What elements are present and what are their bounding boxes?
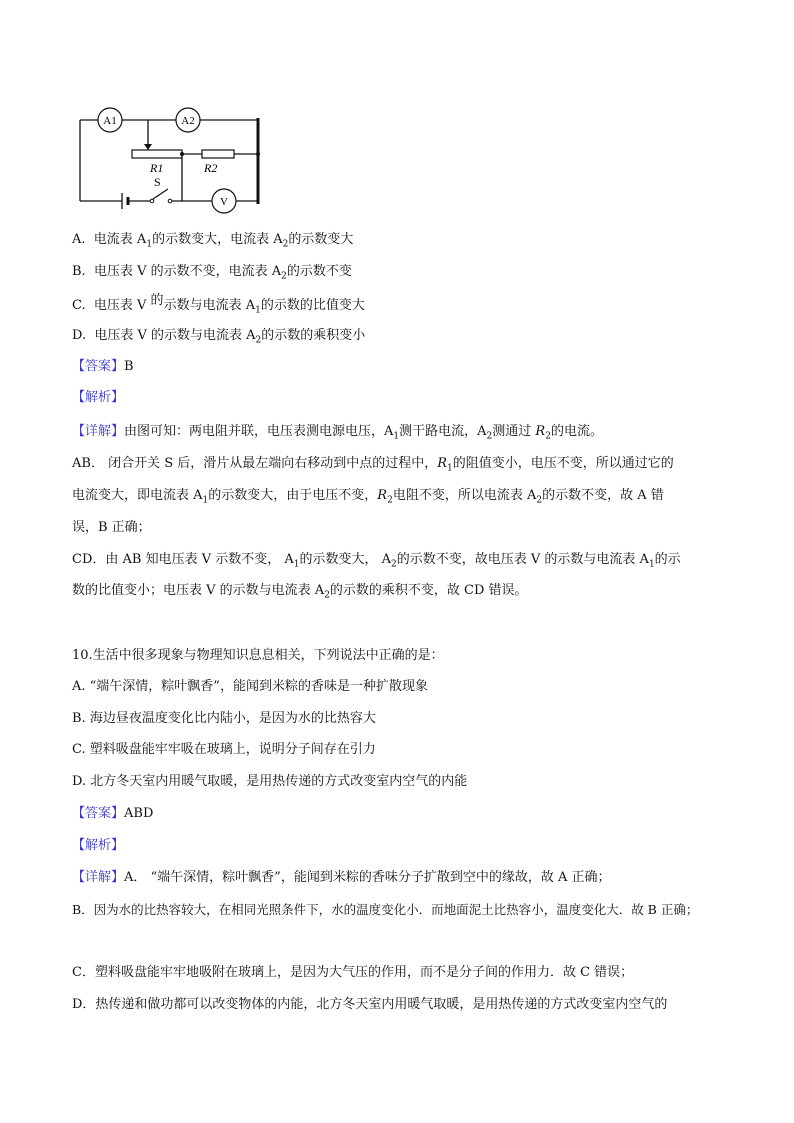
q9-cd-line-1: CD．由 AB 知电压表 V 示数不变， $A_1$的示数变大， $A_2$的示数不变，故电压表 V 的示数与电流表 $A_1$的示	[72, 552, 681, 570]
q10-option-d: D. 北方冬天室内用暖气取暖，是用热传递的方式改变室内空气的内能	[72, 774, 468, 789]
q9-option-b: B. 电压表 V 的示数不变，电流表 $A_2$的示数不变	[72, 264, 352, 282]
q9-detail-line-1: 【详解】由图可知：两电阻并联，电压表测电源电压，$A_1$测干路电流，$A_2$测通过 $R_2$的电流。	[72, 424, 603, 442]
q10-detail-c: C．塑料吸盘能牢牢地吸附在玻璃上，是因为大气压的作用，而不是分子间的作用力．故 C 错误；	[72, 965, 634, 980]
resistor-r1	[132, 150, 182, 158]
q9-option-a: A. 电流表 $A_1$的示数变大，电流表 $A_2$的示数变大	[72, 232, 354, 250]
resistor-r2	[202, 150, 234, 158]
q10-detail-d: D．热传递和做功都可以改变物体的内能，北方冬天室内用暖气取暖，是用热传递的方式改变室内空气的	[72, 997, 668, 1012]
q10-option-b: B. 海边昼夜温度变化比内陆小，是因为水的比热容大	[72, 711, 376, 726]
q9-cd-line-2: 数的比值变小；电压表 V 的示数与电流表 $A_2$的示数的乘积不变，故 CD 错误。	[72, 583, 528, 601]
q10-detail-a: 【详解】A． “端午深情，粽叶飘香”，能闻到米粽的香味分子扩散到空中的缘故，故 A 正确；	[72, 870, 611, 885]
q10-option-c: C. 塑料吸盘能牢牢吸在玻璃上，说明分子间存在引力	[72, 742, 376, 757]
q9-analysis-tag: 【解析】	[72, 390, 125, 405]
q10-stem: 10.生活中很多现象与物理知识息息相关，下列说法中正确的是：	[72, 648, 444, 663]
slider-arrow-icon	[144, 144, 152, 150]
q9-option-d: D. 电压表 V 的示数与电流表 $A_2$的示数的乘积变小	[72, 328, 366, 346]
q9-ab-line-2: 电流变大，即电流表 $A_1$的示数变大，由于电压不变，$R_2$电阻不变，所以电流表 $A_2$的示数不变，故 A 错	[72, 488, 664, 506]
q10-answer: 【答案】ABD	[72, 806, 154, 821]
q10-detail-b: B．因为水的比热容较大，在相同光照条件下，水的温度变化小．而地面泥土比热容小，温度变化大．故 B 正确；	[72, 902, 699, 917]
q10-option-a: A. “端午深情，粽叶飘香”，能闻到米粽的香味是一种扩散现象	[72, 679, 428, 694]
label-a2: A2	[181, 115, 195, 127]
q9-answer: 【答案】B	[72, 359, 134, 374]
q9-option-c: C. 电压表 V 的示数与电流表 $A_1$的示数的比值变大	[72, 293, 365, 316]
label-s: S	[154, 175, 161, 189]
q9-ab-line-3: 误，B 正确；	[72, 520, 151, 535]
label-v: V	[220, 196, 228, 208]
label-r2: R2	[204, 161, 218, 175]
q9-ab-line-1: AB． 闭合开关 S 后，滑片从最左端向右移动到中点的过程中，$R_1$的阻值变小，电压不变，所以通过它的	[72, 456, 674, 474]
q10-analysis-tag: 【解析】	[72, 838, 125, 853]
label-a1: A1	[103, 115, 117, 127]
circuit-diagram	[70, 100, 270, 215]
label-r1: R1	[150, 161, 164, 175]
